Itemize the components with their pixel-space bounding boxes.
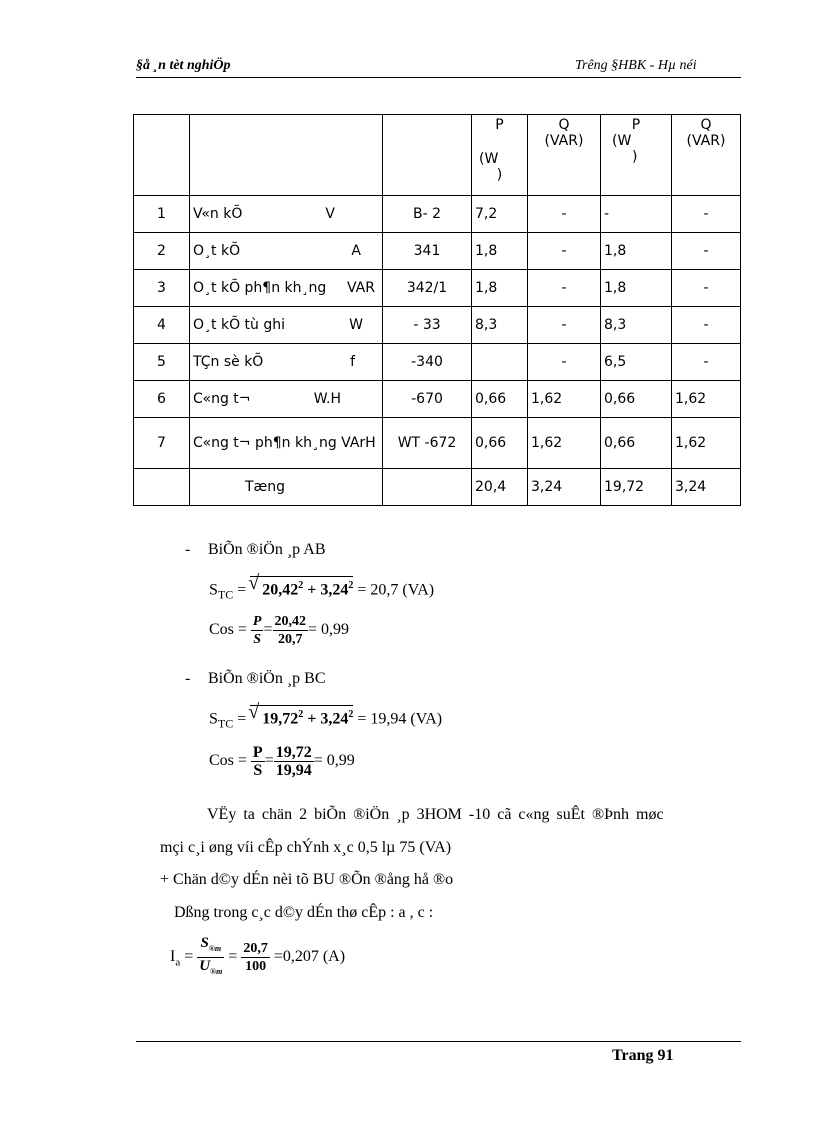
formula-cos-bc	[209, 744, 355, 779]
row-unit: W.H	[313, 391, 341, 407]
row-p2: -	[601, 196, 672, 233]
row-p2: 1,8	[601, 233, 672, 270]
row-name-text: O¸t kÕ ph¶n kh¸ng	[193, 280, 327, 296]
current-result: =0,207 (A)	[273, 948, 346, 966]
s-result: = 20,7 (VA)	[357, 581, 435, 599]
sqrt-term-b: 3,24	[320, 710, 349, 728]
header-cell-empty	[190, 115, 383, 196]
row-p2: 0,66	[601, 418, 672, 469]
row-name-text: C«ng t¬ ph¶n kh¸ng VArH	[193, 435, 376, 451]
table-row	[134, 307, 741, 344]
equals: =	[237, 710, 247, 728]
frac-den-sub: ®m	[210, 967, 223, 976]
row-q1: 1,62	[528, 381, 601, 418]
header-cell-empty	[134, 115, 190, 196]
row-p1: 1,8	[472, 233, 528, 270]
frac-den: S	[253, 762, 263, 779]
frac-den-symbol: U	[199, 958, 211, 974]
frac-num: P	[252, 744, 263, 761]
header-p1-unit-b: )	[496, 167, 503, 183]
total-code-empty	[383, 469, 472, 506]
sqrt-term-a: 19,72	[262, 710, 299, 728]
bullet-bc: -	[185, 670, 191, 687]
row-q1: -	[528, 307, 601, 344]
row-p1: 1,8	[472, 270, 528, 307]
row-code: -340	[383, 344, 472, 381]
sqrt-expression	[250, 705, 353, 728]
header-q2	[672, 115, 741, 196]
row-name	[190, 196, 383, 233]
section-ab-title: BiÕn ®iÖn ¸p AB	[208, 541, 326, 558]
row-name	[190, 418, 383, 469]
s-label: S	[209, 581, 218, 599]
header-cell-empty	[383, 115, 472, 196]
row-q1: -	[528, 270, 601, 307]
row-code: B- 2	[383, 196, 472, 233]
row-q2: -	[672, 196, 741, 233]
total-q1: 3,24	[528, 469, 601, 506]
header-p1-label: P	[495, 117, 504, 133]
cos-result: = 0,99	[313, 752, 355, 770]
header-p2-unit-b: )	[632, 149, 638, 165]
row-name	[190, 270, 383, 307]
frac-den: 19,94	[275, 762, 312, 779]
formula-s-bc	[209, 705, 442, 732]
sqrt-term-b: 3,24	[320, 581, 349, 599]
row-q2: -	[672, 233, 741, 270]
fraction-values	[241, 940, 270, 975]
row-q1: 1,62	[528, 418, 601, 469]
row-name	[190, 344, 383, 381]
paragraph-line-4: Dßng trong c¸c d©y dÉn thø cÊp : a , c :	[174, 904, 434, 921]
row-code: 341	[383, 233, 472, 270]
header-p1-unit-a: (W	[479, 151, 499, 167]
row-p2: 6,5	[601, 344, 672, 381]
row-name	[190, 381, 383, 418]
row-q1: -	[528, 196, 601, 233]
table-row	[134, 418, 741, 469]
table-row	[134, 270, 741, 307]
header-q2-unit: (VAR)	[686, 133, 726, 149]
row-p1: 0,66	[472, 418, 528, 469]
row-stt: 5	[134, 344, 190, 381]
paragraph-line-1: VËy ta chän 2 biÕn ®iÖn ¸p 3HOM -10 cã c«ng suÊt ®Þnh møc	[207, 806, 664, 823]
row-stt: 6	[134, 381, 190, 418]
s-subscript: TC	[217, 587, 234, 602]
fraction-p-over-s	[251, 744, 265, 779]
table-header-row	[134, 115, 741, 196]
header-q1	[528, 115, 601, 196]
row-code: 342/1	[383, 270, 472, 307]
row-name-text: C«ng t¬	[193, 391, 251, 407]
row-q2: -	[672, 270, 741, 307]
page-number: Trang 91	[612, 1047, 674, 1064]
bullet-ab: -	[185, 541, 191, 558]
plus-sign: +	[307, 581, 317, 599]
plus-sign: +	[307, 710, 317, 728]
row-unit: V	[325, 206, 335, 222]
frac-den	[197, 958, 224, 980]
row-name-text: TÇn sè kÕ	[193, 354, 264, 370]
row-p1: 8,3	[472, 307, 528, 344]
header-p2-label: P	[631, 117, 641, 133]
sqrt-expression	[250, 576, 353, 599]
header-left: §å ¸n tèt nghiÖp	[136, 58, 231, 73]
row-name-text: V«n kÕ	[193, 206, 243, 222]
row-stt: 4	[134, 307, 190, 344]
total-label: Tæng	[190, 469, 383, 506]
total-p1: 20,4	[472, 469, 528, 506]
s-result: = 19,94 (VA)	[357, 710, 443, 728]
paragraph-line-3: + Chän d©y dÉn nèi tõ BU ®Õn ®ång hå ®o	[160, 871, 454, 888]
row-q2: 1,62	[672, 381, 741, 418]
current-subscript: a	[175, 956, 181, 969]
table-total-row	[134, 469, 741, 506]
row-stt: 2	[134, 233, 190, 270]
header-right: Trêng §HBK - Hµ néi	[575, 58, 697, 73]
fraction-s-over-u	[197, 935, 224, 980]
equals: =	[228, 948, 238, 966]
exp-a: 2	[298, 709, 304, 720]
frac-num-symbol: S	[200, 935, 209, 951]
fraction-values	[274, 744, 314, 779]
row-code: WT -672	[383, 418, 472, 469]
cos-label: Cos =	[209, 621, 247, 639]
header-q1-unit: (VAR)	[544, 133, 584, 149]
table-row	[134, 381, 741, 418]
row-p2: 8,3	[601, 307, 672, 344]
row-name-text: O¸t kÕ tù ghi	[193, 317, 285, 333]
current-label: I	[170, 948, 176, 966]
equals: =	[264, 752, 274, 770]
row-name-text: O¸t kÕ	[193, 243, 241, 259]
row-code: -670	[383, 381, 472, 418]
table-row	[134, 196, 741, 233]
frac-num: 20,42	[274, 614, 307, 629]
row-unit: A	[351, 243, 361, 259]
frac-num: 19,72	[275, 744, 312, 761]
s-subscript: TC	[217, 716, 234, 731]
section-bc-title: BiÕn ®iÖn ¸p BC	[208, 670, 326, 687]
frac-den: 20,7	[278, 632, 303, 647]
exp-b: 2	[348, 580, 354, 591]
exp-a: 2	[298, 580, 304, 591]
formula-s-ab	[209, 576, 434, 603]
sqrt-term-a: 20,42	[262, 581, 299, 599]
row-code: - 33	[383, 307, 472, 344]
row-q2: -	[672, 307, 741, 344]
formula-current	[170, 935, 345, 980]
fraction-p-over-s	[251, 613, 264, 648]
frac-num: 20,7	[243, 941, 268, 956]
instrument-table	[133, 114, 741, 506]
row-unit: W	[349, 317, 363, 333]
header-divider	[136, 77, 741, 78]
header-p1	[472, 115, 528, 196]
footer-divider	[136, 1041, 741, 1042]
cos-label: Cos =	[209, 752, 247, 770]
table-row	[134, 233, 741, 270]
table-row	[134, 344, 741, 381]
row-q2: 1,62	[672, 418, 741, 469]
row-p1: 0,66	[472, 381, 528, 418]
row-name	[190, 233, 383, 270]
row-p2: 1,8	[601, 270, 672, 307]
frac-den: S	[253, 632, 262, 647]
frac-num	[197, 935, 224, 958]
row-p1	[472, 344, 528, 381]
row-p2: 0,66	[601, 381, 672, 418]
equals: =	[184, 948, 194, 966]
exp-b: 2	[348, 709, 354, 720]
total-q2: 3,24	[672, 469, 741, 506]
row-q1: -	[528, 233, 601, 270]
s-label: S	[209, 710, 218, 728]
row-q1: -	[528, 344, 601, 381]
row-stt: 3	[134, 270, 190, 307]
total-stt-empty	[134, 469, 190, 506]
row-p1: 7,2	[472, 196, 528, 233]
frac-den: 100	[245, 959, 267, 974]
equals: =	[237, 581, 247, 599]
row-stt: 7	[134, 418, 190, 469]
formula-cos-ab	[209, 613, 349, 648]
header-q1-label: Q	[558, 117, 570, 133]
equals: =	[263, 621, 273, 639]
header-q2-label: Q	[700, 117, 712, 133]
row-stt: 1	[134, 196, 190, 233]
frac-num: P	[252, 614, 262, 629]
row-q2: -	[672, 344, 741, 381]
row-unit: VAR	[347, 280, 375, 296]
header-p2-unit-a: (W	[612, 133, 632, 149]
paragraph-line-2: mçi c¸i øng víi cÊp chÝnh x¸c 0,5 lµ 75 (VA)	[160, 839, 452, 856]
fraction-values	[273, 613, 309, 648]
total-p2: 19,72	[601, 469, 672, 506]
row-unit: f	[350, 354, 355, 370]
row-name	[190, 307, 383, 344]
header-p2	[601, 115, 672, 196]
cos-result: = 0,99	[308, 621, 350, 639]
frac-num-sub: ®m	[208, 944, 222, 953]
